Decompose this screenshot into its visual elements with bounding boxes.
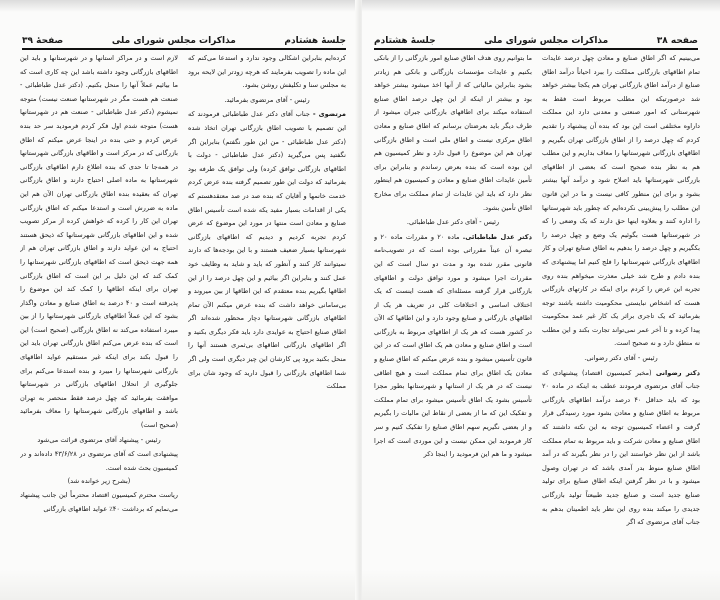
paragraph: ما بتوانیم روی هدف اطاق صنایع امور بازرگانی را از بانکی بکنیم و عایدات مؤسسات بازرگانی و بانکی هم زیادتر بشود بنابراین مالیاتی که از آنها اخذ میشود بیشتر خواهد بود و بیشتر از اینکه از این چهل درصد اطاق صنایع استفاده میکند برای اطاقهای بازرگانی جبران میشود از طرف دیگر باید بعرضتان برسانم که اطاق صنایع و معادن اطاق مرکزی نیست و اطاق ملی است و اطاق بازرگانی تهران هم این موضوع را قبول دارد و نظر کمیسیون هم این بوده است که بنده بعرض رساندم و بنابراین برای تأمین عایدات اطاق صنایع و معادن و کمیسیون هم اینطور نظر دارد که باید این عایدات از تمام مملکت برای مخارج اطاق تأمین بشود. — [374, 54, 532, 212]
paragraph: کرده‌ایم بنابراین اشکالی وجود ندارد و استدعا می‌کنم که این ماده را تصویب بفرمایند که هرچه زودتر این لایحه برود به مجلس سنا و تکلیفش روشن بشود. — [188, 54, 346, 90]
chair-line: رئیس - آقای دکتر رضوانی. — [584, 354, 658, 363]
paragraph: می‌بینیم که اگر اطاق صنایع و معادن چهل درصد عایدات تمام اطاقهای بازرگانی مملکت را ببرد احیاناً درآمد اطاق صنایع از درآمد اطاق بازرگانی تهران هم یکجا بیشتر خواهد شد درصورتیکه این مطلب مربوط است فقط به شهرستانی که امور صنعتی و معدنی دارد این مملکت داراوه مختلفی است این بود که بنده آن پیشنهاد را تقدیم کردم که چهل درصد را از اطاق بازرگانی تهران بگیریم و اطاقهای بازرگانی شهرستانها را معاف بداریم و این مطلب هم به نظر بنده صحیح است که بعضی از اطاقهای بازرگانی شهرستانها باید اصلاح شود و درآمد آنها بیشتر بشود و برای این منظور کافی نیست و ما در این قانون این مطلب را پیش‌بینی نکرده‌ایم که چطور باید شهرستانها را اداره کنند و بعلاوه اینها حق دارند که یک وضعی را که در شهرستانها هست بگوئیم یک وضع و چهل درصد را بکگیریم و چهل درصد را بدهیم به اطاق صنایع تهران و کار اطاقهای بازرگانی شهرستانها را فلج کنیم اما پیشنهادی که بنده دادم و طرح شد خیلی معذرت میخواهم بنده روی تجربه این عرض را کردم برای اینکه در کارتهای بازرگانی هست که اشخاص نبایستی محکومیت داشته باشند توجه بفرمائید که یک تاجری براثر یک کار غیر عمد محکومیت پیدا کرده و تا آخر عمر نمی‌تواند تجارت بکند و این مطلب نه منطق دارد و نه صحیح است. — [542, 54, 700, 348]
chair-line: رئیس - پیشنهاد آقای مرتضوی قرائت می‌شود — [37, 435, 161, 444]
scan-edge — [0, 0, 358, 12]
left-page-columns — [20, 52, 346, 540]
right-page — [362, 0, 720, 600]
scan-bottom-edge — [0, 570, 358, 600]
column-left — [374, 52, 532, 540]
scan-edge — [362, 0, 720, 12]
running-title: مذاکرات مجلس شورای ملی — [111, 36, 236, 46]
speaker-name: دکتر عدل طباطبائی. — [462, 232, 532, 241]
speech-text: (مخبر کمیسیون اقتصاد) پیشنهادی که جناب آقای مرتضوی فرمودند عطف به اینکه در ماده ۲۰ بود که باید حداقل ۴۰ درصد درآمد اطاقهای بازرگانی مربوط به اطاق صنایع و معادن بشود مورد رسیدگی قرار گرفت و اعضاء کمیسیون توجه به این نکته داشتند که اطاق صنایع و معادن شرکت و باید مربوط به تمام مملکت باشد از این نظر خواستند این را در نظر بگیرند که در آمد اطاق صنایع منوط بدر آمدی باشد که در تهران وصول میشود و با در نظر گرفتن اینکه اطاق صنایع برای تولید صنایع جدید است و صنایع جدید طبیعتاً تولید بازرگانی جدیدی را میکند بنده روی این نظر باید اطمینان بدهم به جناب آقای مرتضوی که اگر — [542, 368, 700, 527]
speech-text: ماده ۲۰ و مقررات ماده ۲۰ و تبصره آن عیناً مقرراتی بوده است که در تصویب‌نامه قانونی مقرر شده بود و مدت دو سال است که این مقررات اجرا میشود و مورد توافق دولت و اطاقهای بازرگانی قرار گرفته مسئله‌ای که هست اینست که یک اختلاف اساسی و اختلافات کلی در تعریف هر یک از اطاقهای بازرگانی و صنایع وجود دارد و این اطاقها که الآن در کشور هست که هر یک از اطاقهای مربوط به بازرگانی است و اطاق صنایع و معادن هم یک اطاق است که در این قانون تأسیس میشود و بنده عرض میکنم که اطاق صنایع و معادن یک اطاق برای تمام مملکت است و هیچ اطاقی نیست که در هر یک از استانها و شهرستانها بطور مجزا تأسیس بشود یک اطاق تأسیس میشود برای تمام مملکت و تفکیک این که ما از بعضی از نقاط این مالیات را بگیریم و از بعضی نگیریم سهم اطاق صنایع را تفکیک کنیم و سر کار فرمودید این ممکن نیست و این موردی است که اجرا میشود و ما هم این فرمودید را اینجا ذکر — [374, 232, 532, 459]
column-right — [542, 52, 700, 540]
speaker-name: مرتضوی - — [312, 110, 346, 119]
left-page — [0, 0, 358, 600]
paragraph: ریاست محترم کمیسیون اقتصاد محترماً این جانب پیشنهاد می‌نمایم که برداشت ۴۰٪ عواید اطاقهای بازرگانی — [20, 491, 178, 513]
speech-paragraph — [374, 231, 532, 462]
page-number: صفحه ۳۸ — [656, 36, 698, 46]
left-page-header — [22, 32, 346, 50]
running-title: مذاکرات مجلس شورای ملی — [484, 36, 609, 46]
chair-line: رئیس - آقای مرتضوی بفرمائید. — [224, 95, 310, 104]
session-label: جلسهٔ هشتادم — [284, 36, 346, 46]
speaker-name: دکتر رضوانی — [655, 368, 700, 377]
reading-note: (بشرح زیر خوانده شد) — [67, 477, 131, 486]
session-label: جلسهٔ هشتادم — [374, 36, 436, 46]
scan-bottom-edge — [362, 570, 720, 600]
right-page-header — [374, 32, 698, 50]
column-left — [20, 52, 178, 540]
paragraph: پیشنهادی است که آقای مرتضوی در ۴۳/۶/۲۸ داده‌اند و در کمیسیون بحث شده است. — [20, 450, 178, 472]
speech-paragraph — [188, 108, 346, 393]
column-right — [188, 52, 346, 540]
speech-paragraph — [542, 367, 700, 530]
right-page-columns — [374, 52, 700, 540]
page-number: صفحهٔ ۳۹ — [22, 36, 64, 46]
paragraph: لازم است و در مراکز استانها و در شهرستانها و باید این اطاقهای بازرگانی وجود داشته باشد این چه کاری است که ما بیائیم عملاً آنها را منحل بکنیم. (دکتر عدل طباطبائی - صنعت هم هست مگر در شهرستانها صنعت نیست) متوجه نمیشوم (دکتر عدل طباطبائی - صنعت هم در شهرستانها هست) متوجه شدم اول فکر کردم فرمودید سر حد بنده عرض کردم و حتی بنده در اینجا عرض میکنم که اطاق بازرگانی که در مرکز است و اطاقهای بازرگانی شهرستانها در همه‌جا تا حدی که بنده اطلاع دارم اطاقهای بازرگانی شهرستانها به ماده اصلی احتیاج دارند و اطاق بازرگانی تهران که بعقیده بنده اطاق بازرگانی تهران الآن هم این ماده به ضررش است و استدعا میکنم که اطاق بازرگانی تهران این کار را کرده که خواهش کرده از مرکز تصویب شده و این اطاقهای بازرگانی شهرستانها که ذیحق هستند احتیاج به این عواید دارند و اطاق بازرگانی تهران هم از همه جهت ذیحق است که اطاقهای بازرگانی شهرستانها را کمک کند که این دلیل بر این است که اطاق بازرگانی تهران برای اینکه اطاقها را کمک کند این موضوع را پذیرفته است و ۴۰ درصد به اطاق صنایع و معادن واگذار بشود که این عملاً اطاقهای بازرگانی شهرستانها را از بین میبرد استفاده می‌کند نه اطاق بازرگانی (صحیح است) این است که بنده عرض می‌کنم اطاق بازرگانی تهران باید این را قبول بکند برای اینکه غیر مستقیم عواید اطاقهای بازرگانی شهرستانها را میبرد و بنده استدعا می‌کنم برای جلوگیری از انحلال اطاقهای بازرگانی در شهرستانها موافقت بفرمائید که چهل درصد فقط منحصر به تهران باشد و اطاقهای بازرگانی شهرستانها را معاف بفرمائید (صحیح است) — [20, 54, 178, 430]
speech-text: جناب آقای دکتر عدل طباطبائی فرمودند که این تصمیم با تصویب اطاق بازرگانی تهران اتخاذ شده (دکتر عدل طباطبائی - من این طور نگفتم) بنابراین اگر نگفتید پس می‌گیرید (دکتر عدل طباطبائی - دولت با اطاقهای بازرگانی توافق کرده) ولی توافق یک طرفه بود بفرمائید که دولت این طور تصمیم گرفته بنده عرض کردم خدمت خانمها و آقایان که بنده صد در صد معتقدهستم که یکی از اقدامات بسیار مفید یکه شده است تأسیس اطاق صنایع و معادن است منتها در مورد این موضوع که عرض کردم تجربه کردیم و دیدیم که اطاقهای بازرگانی شهرستانها بسیار ضعیف هستند و با این بودجه‌ها که دارند نمیتوانند کار کنند و آنطور که باید و شاید به وظایف خود عمل کنند و بنابراین اگر بیائیم و این چهل درصد را از این اطاقها بگیریم بنده معتقدم که این اطاقها از بین میروند و بی‌سامانی خواهد داشت که بنده عرض میکنم الآن تمام اطاقهای بازرگانی شهرستانها دچار محظور شده‌اند اگر اطاق صنایع احتیاج به عوایدی دارد باید فکر دیگری بکنید و اگر اطاقهای بازرگانی اطاقهای بی‌ثمری هستند آنها را منحل بکنید برود پی کارشان این چیز دیگری است ولی اگر شما اطاقهای بازرگانی را قبول دارید که وجود شان برای مملکت — [188, 110, 346, 391]
chair-line: رئیس - آقای دکتر عدل طباطبائی. — [406, 218, 500, 227]
